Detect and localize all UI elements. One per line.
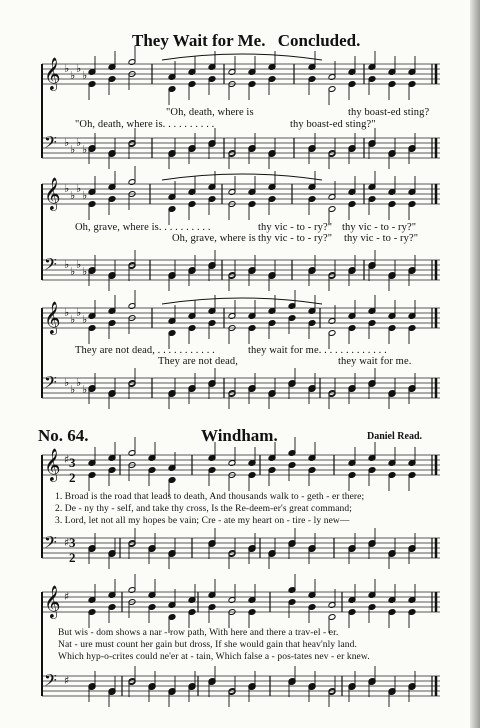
verse-line-1: 1. Broad is the road that leads to death, And thousands walk to - geth - er there; xyxy=(55,492,365,502)
flat-sign: ♭ xyxy=(70,143,76,156)
clefs xyxy=(44,57,87,694)
sharp-sign: ♯ xyxy=(64,453,70,466)
lyric-line: They are not dead, . . . . . . . . . . . xyxy=(75,345,215,356)
lyric-line: "Oh, death, where is xyxy=(166,107,254,118)
lyric-line: thy vic - to - ry?" xyxy=(258,233,333,244)
flat-sign: ♭ xyxy=(70,383,76,396)
flat-sign: ♭ xyxy=(64,136,70,149)
flat-sign: ♭ xyxy=(76,258,82,271)
lyric-line: thy vic - to - ry?" xyxy=(344,233,419,244)
flat-sign: ♭ xyxy=(82,69,88,82)
flat-sign: ♭ xyxy=(82,143,88,156)
lyric-line: Oh, grave, where is xyxy=(172,233,256,244)
treble-clef: 𝄞 xyxy=(44,57,61,90)
title-subtitle: Concluded. xyxy=(277,31,361,50)
flat-sign: ♭ xyxy=(70,69,76,82)
lyric-line: they wait for me. . . . . . . . . . . . . xyxy=(248,345,387,356)
svg-text:2: 2 xyxy=(69,550,76,565)
hymn-number: No. 64. xyxy=(38,426,89,445)
lyric-line: Oh, grave, where is. . . . . . . . . . xyxy=(75,222,211,233)
lyric-line: "Oh, death, where is. . . . . . . . . . xyxy=(75,119,215,130)
flat-sign: ♭ xyxy=(64,376,70,389)
verse-line-2: 2. De - ny thy - self, and take thy cross, Is the Re-deem-er's great command; xyxy=(55,504,352,514)
treble-clef: 𝄞 xyxy=(44,585,61,618)
verse-line-4: But wis - dom shows a nar - row path, With here and there a trav-el - er. xyxy=(58,628,339,638)
flat-sign: ♭ xyxy=(64,182,70,195)
bass-clef: 𝄢 xyxy=(44,372,57,396)
flat-sign: ♭ xyxy=(64,62,70,75)
slur xyxy=(162,54,322,60)
lyric-line: thy vic - to - ry?" xyxy=(258,222,333,233)
lyric-line: thy boast-ed sting?" xyxy=(290,119,376,130)
flat-sign: ♭ xyxy=(82,265,88,278)
bass-clef: 𝄢 xyxy=(44,532,57,556)
verse-line-6: Which hyp-o-crites could ne'er at - tain, Which false a - pos-tates nev - er knew. xyxy=(58,652,370,662)
flat-sign: ♭ xyxy=(76,62,82,75)
flat-sign: ♭ xyxy=(64,306,70,319)
bass-clef: 𝄢 xyxy=(44,670,57,694)
title-text: They Wait for Me. xyxy=(132,31,266,50)
staff-lines xyxy=(42,64,440,696)
treble-clef: 𝄞 xyxy=(44,177,61,210)
flat-sign: ♭ xyxy=(76,376,82,389)
sharp-sign: ♯ xyxy=(64,590,70,603)
verse-line-3: 3. Lord, let not all my hopes be vain; Cre - ate my heart on - tire - ly new— xyxy=(55,516,350,526)
flat-sign: ♭ xyxy=(64,258,70,271)
sharp-sign: ♯ xyxy=(64,674,70,687)
slur xyxy=(162,174,322,180)
flat-sign: ♭ xyxy=(76,306,82,319)
time-signature-treble xyxy=(69,455,76,485)
svg-text:2: 2 xyxy=(69,470,76,485)
treble-clef: 𝄞 xyxy=(44,448,61,481)
flat-sign: ♭ xyxy=(70,189,76,202)
lyric-line: thy boast-ed sting? xyxy=(348,107,430,118)
lyric-line: They are not dead, xyxy=(158,356,238,367)
treble-clef: 𝄞 xyxy=(44,301,61,334)
svg-text:3: 3 xyxy=(69,455,76,470)
hymn-title: Windham. xyxy=(201,426,278,445)
flat-sign: ♭ xyxy=(82,383,88,396)
svg-text:3: 3 xyxy=(69,535,76,550)
flat-sign: ♭ xyxy=(82,313,88,326)
flat-sign: ♭ xyxy=(82,189,88,202)
verse-line-5: Nat - ure must count her gain but dross, If she would gain that heav'nly land. xyxy=(58,640,357,650)
flat-sign: ♭ xyxy=(76,136,82,149)
bass-clef: 𝄢 xyxy=(44,132,57,156)
lyric-line: they wait for me. xyxy=(338,356,412,367)
flat-sign: ♭ xyxy=(70,265,76,278)
time-signature-bass xyxy=(69,535,76,565)
bass-clef: 𝄢 xyxy=(44,254,57,278)
flat-sign: ♭ xyxy=(76,182,82,195)
sharp-sign: ♯ xyxy=(64,536,70,549)
flat-sign: ♭ xyxy=(70,313,76,326)
lyric-line: thy vic - to - ry?" xyxy=(342,222,417,233)
slur xyxy=(162,298,322,304)
notes xyxy=(88,46,419,707)
hymn-composer: Daniel Read. xyxy=(367,431,422,442)
